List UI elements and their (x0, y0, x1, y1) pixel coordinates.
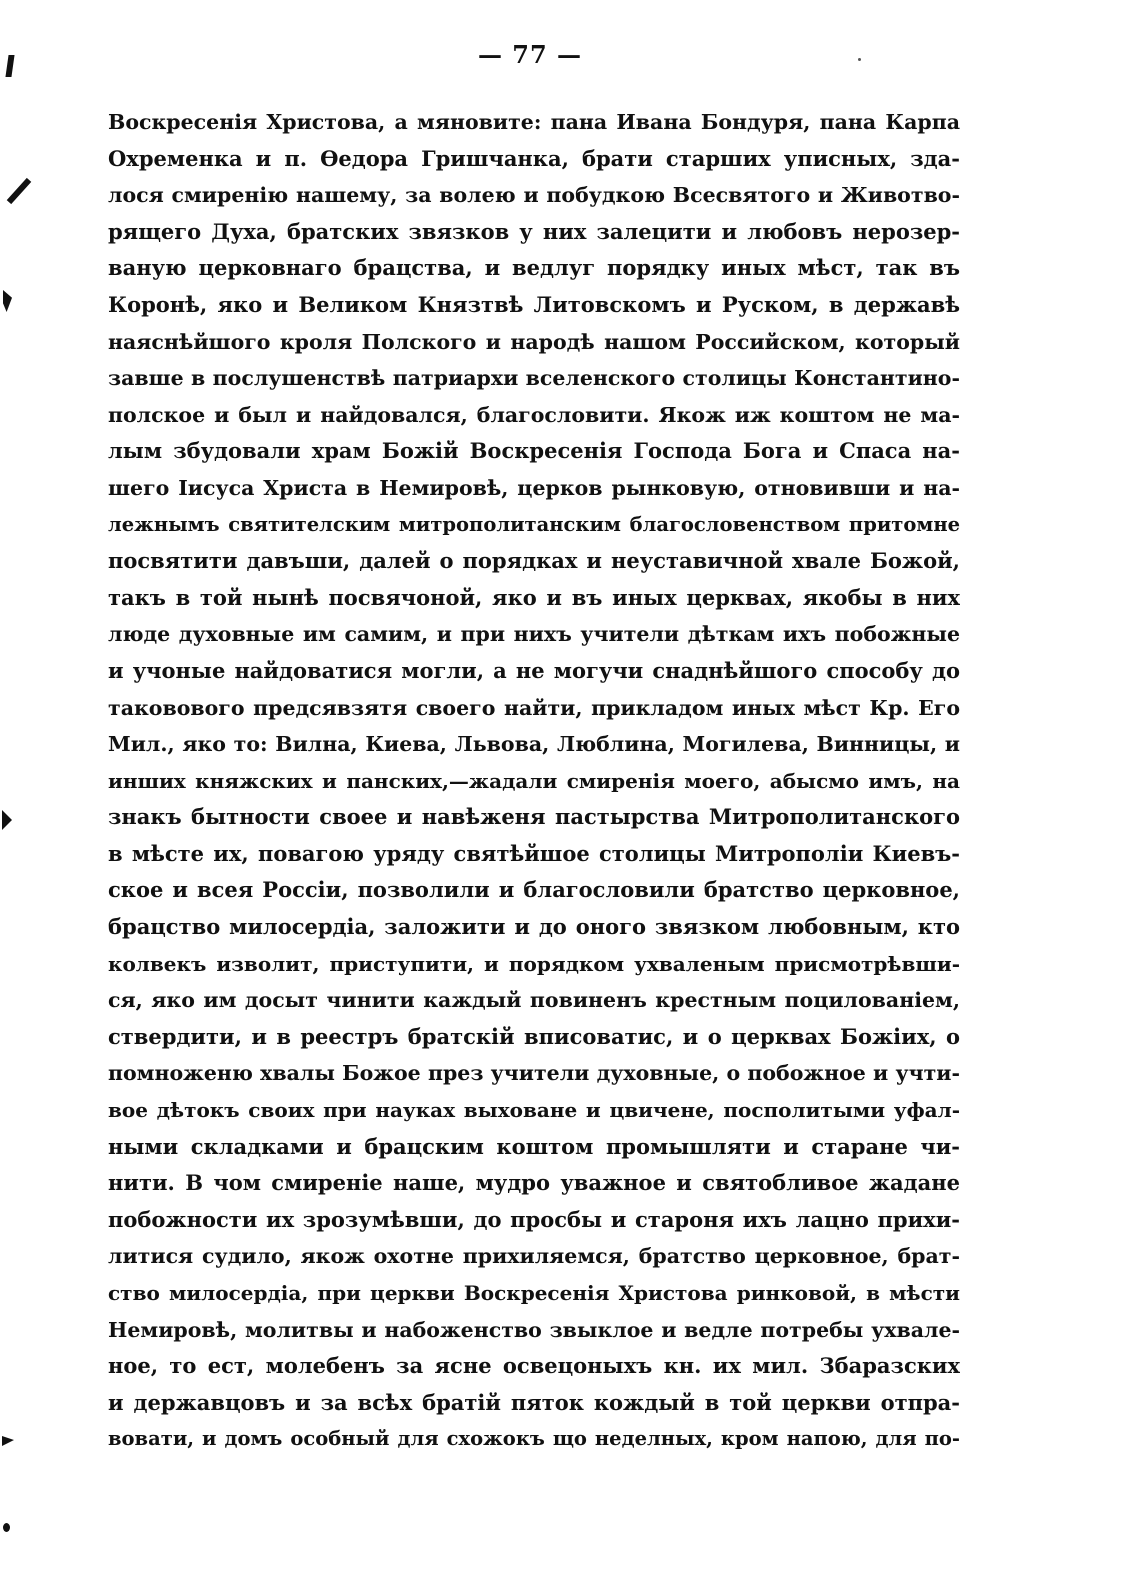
text-line: ство милосердіа, при церкви Воскресенія Христова ринковой, в мѣсти (108, 1281, 960, 1305)
text-line: ское и всея Россіи, позволили и благословили братство церковное, (108, 877, 960, 903)
text-line: Мил., яко то: Вилна, Киева, Львова, Люблина, Могилева, Винницы, и (108, 732, 960, 757)
text-line: лым збудовали храм Божій Воскресенія Господа Бога и Спаса на- (108, 438, 960, 464)
text-line: инших княжских и панских,—жадали смиренія моего, абысмо имъ, на (108, 768, 960, 793)
text-line: лежнымъ святителским митрополитанским благословенством притомне (108, 512, 960, 536)
text-line: побожности их зрозумѣвши, до просбы и староня ихъ лацно прихи- (108, 1206, 960, 1232)
text-line: Немировѣ, молитвы и набоженство звыклое и ведле потребы ухвале- (108, 1317, 960, 1342)
text-line: и учоные найдоватися могли, а не могучи снаднѣйшого способу до (108, 657, 960, 683)
text-line: нити. В чом смиреніе наше, мудро уважное и святобливое жадане (108, 1170, 960, 1196)
text-line: лося смиренію нашему, за волею и побудкою Всесвятого и Животво- (108, 183, 960, 208)
text-line: в мѣсте их, повагою уряду святѣйшое столицы Митрополіи Киевъ- (108, 840, 960, 866)
text-line: знакъ бытности своее и навѣженя пастырства Митрополитанского (108, 804, 960, 830)
text-line: и державцовъ и за всѣх братій пяток кождый в той церкви отпра- (108, 1389, 960, 1415)
text-line: помноженю хвалы Божое през учители духовные, о побожное и учти- (108, 1061, 960, 1086)
text-line: ся, яко им досыт чинити каждый повиненъ крестным поцилованіем, (108, 988, 960, 1013)
text-line: колвекъ изволит, приступити, и порядком ухваленым присмотрѣвши- (108, 951, 960, 976)
text-line: ствердити, и в реестръ братскій вписоватис, и о церквах Божіих, о (108, 1023, 960, 1049)
text-line: вовати, и домъ особный для схожокъ що неделных, кром напою, для по- (108, 1427, 960, 1451)
margin-scan-mark (3, 290, 12, 312)
text-line: люде духовные им самим, и при нихъ учители дѣткам ихъ побожные (108, 622, 960, 647)
text-line: завше в послушенствѣ патриархи вселенского столицы Константино- (108, 366, 960, 391)
text-line: Воскресенія Христова, а мяновите: пана Ивана Бондуря, пана Карпа (108, 110, 960, 134)
margin-scan-mark (7, 178, 32, 204)
text-line: Коронѣ, яко и Великом Князтвѣ Литовскомъ и Руском, в державѣ (108, 291, 960, 317)
text-line: такъ в той нынѣ посвячоной, яко и въ иных церквах, якобы в них (108, 584, 960, 610)
text-line: рящего Духа, братских звязков у них залецити и любовъ нерозер- (108, 218, 960, 244)
text-line: вое дѣтокъ своих при науках выховане и цвичене, посполитыми уфал- (108, 1098, 960, 1123)
text-line: Охременка и п. Ѳедора Гришчанка, брати старших уписных, зда- (108, 145, 960, 171)
body-text (108, 104, 960, 1458)
page-number: — 77 — (477, 40, 583, 69)
text-line: ваную церковнаго брацства, и ведлуг порядку иных мѣст, так въ (108, 255, 960, 281)
text-line: ными складками и брацским коштом промышляти и старане чи- (108, 1133, 960, 1159)
text-line: ное, то ест, молебенъ за ясне освецоныхъ кн. их мил. Збаразских (108, 1353, 960, 1379)
text-line: шего Іисуса Христа в Немировѣ, церков рынковую, отновивши и на- (108, 475, 960, 500)
text-line: полское и был и найдовался, благословити. Якож иж коштом не ма- (108, 402, 960, 427)
text-line: наяснѣйшого кроля Полского и народѣ нашом Российском, который (108, 329, 960, 354)
margin-scan-mark (2, 810, 12, 830)
text-line: таковового предсявзятя своего найти, прикладом иных мѣст Кр. Его (108, 695, 960, 720)
text-line: брацство милосердіа, заложити и до оного звязком любовным, кто (108, 914, 960, 940)
margin-scan-mark (3, 1523, 10, 1532)
margin-scan-mark (2, 1436, 14, 1446)
text-line: литися судило, якож охотне прихиляемся, братство церковное, брат- (108, 1244, 960, 1269)
text-line: посвятити давъши, далей о порядках и неуставичной хвале Божой, (108, 548, 960, 574)
